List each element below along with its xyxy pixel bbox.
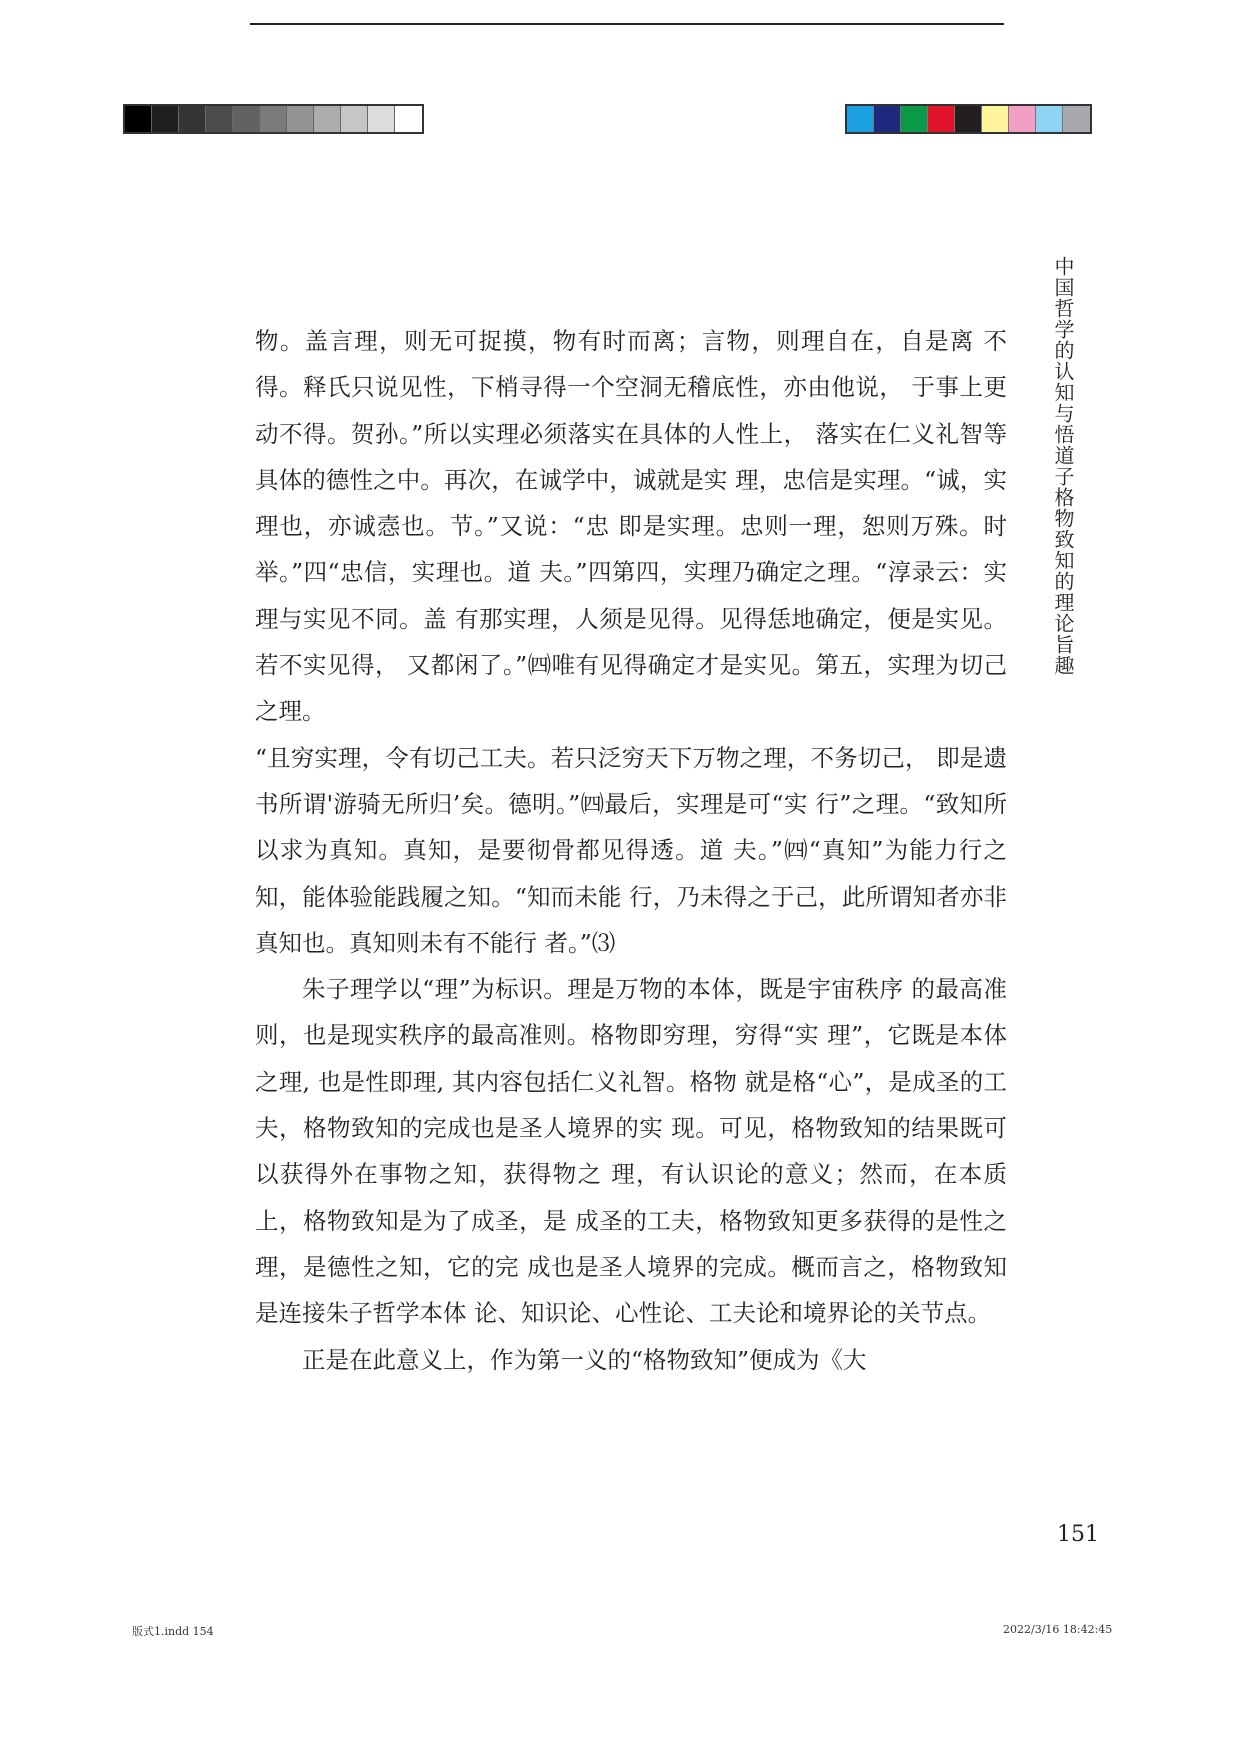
color-swatch bbox=[1063, 106, 1090, 132]
gray-swatch bbox=[314, 106, 341, 132]
paragraph: 正是在此意义上，作为第一义的“格物致知”便成为《大 bbox=[302, 1345, 867, 1374]
footer-file-name: 版式1.indd 154 bbox=[132, 1625, 214, 1638]
color-swatch bbox=[982, 106, 1009, 132]
color-swatch bbox=[901, 106, 928, 132]
color-swatch bbox=[928, 106, 955, 132]
running-head-title: 中国哲学的认知与悟道子格物致知的理论旨趣 bbox=[1051, 256, 1075, 676]
gray-swatch bbox=[179, 106, 206, 132]
gray-swatch bbox=[152, 106, 179, 132]
gray-swatch bbox=[395, 106, 422, 132]
gray-swatch bbox=[260, 106, 287, 132]
color-swatch bbox=[1036, 106, 1063, 132]
top-rule bbox=[250, 23, 1004, 25]
page-number: 151 bbox=[1057, 1522, 1099, 1547]
color-calibration-bar bbox=[845, 104, 1092, 134]
paragraph: “且穷实理，令有切己工夫。若只泛穷天下万物之理，不务切己， 即是遗书所谓'游骑无所归’矣。德明。”㈣最后，实理是可“实 行”之理。“致知所以求为真知。真知，是要彻骨都见得透。道 夫。”㈣“真知”为能力行之知，能体验能践履之知。“知而未能 行，乃未得之于己，此所谓知者亦非真知也。真知则未有不能行 者。”⑶ bbox=[255, 743, 1007, 957]
gray-swatch bbox=[287, 106, 314, 132]
paragraph: 朱子理学以“理”为标识。理是万物的本体，既是宇宙秩序 的最高准则，也是现实秩序的最高准则。格物即穷理，穷得“实 理”，它既是本体之理, 也是性即理, 其内容包括仁义礼智。格物 就是格“心”，是成圣的工夫，格物致知的完成也是圣人境界的实 现。可见，格物致知的结果既可以获得外在事物之知，获得物之 理，有认识论的意义；然而，在本质上，格物致知是为了成圣，是 成圣的工夫，格物致知更多获得的是性之理，是德性之知，它的完 成也是圣人境界的完成。概而言之，格物致知是连接朱子哲学本体 论、知识论、心性论、工夫论和境界论的关节点。 bbox=[255, 975, 1007, 1328]
gray-swatch bbox=[368, 106, 395, 132]
body-text bbox=[255, 318, 1007, 1383]
grayscale-calibration-bar bbox=[123, 104, 424, 134]
paragraph: 物。盖言理，则无可捉摸，物有时而离；言物，则理自在，自是离 不得。释氏只说见性，下梢寻得一个空洞无稽底性，亦由他说， 于事上更动不得。贺孙。”所以实理必须落实在具体的人性上， 落实在仁义礼智等具体的德性之中。再次，在诚学中，诚就是实 理，忠信是实理。“诚，实理也，亦诚悫也。节。”又说：“忠 即是实理。忠则一理，恕则万殊。时举。”四“忠信，实理也。道 夫。”四第四，实理乃确定之理。“淳录云：实理与实见不同。盖 有那实理，人须是见得。见得恁地确定，便是实见。若不实见得， 又都闲了。”㈣唯有见得确定才是实见。第五，实理为切己之理。 bbox=[255, 327, 1007, 726]
gray-swatch bbox=[206, 106, 233, 132]
color-swatch bbox=[847, 106, 874, 132]
gray-swatch bbox=[233, 106, 260, 132]
color-swatch bbox=[1009, 106, 1036, 132]
gray-swatch bbox=[341, 106, 368, 132]
gray-swatch bbox=[125, 106, 152, 132]
footer-timestamp: 2022/3/16 18:42:45 bbox=[1003, 1623, 1113, 1636]
color-swatch bbox=[955, 106, 982, 132]
color-swatch bbox=[874, 106, 901, 132]
